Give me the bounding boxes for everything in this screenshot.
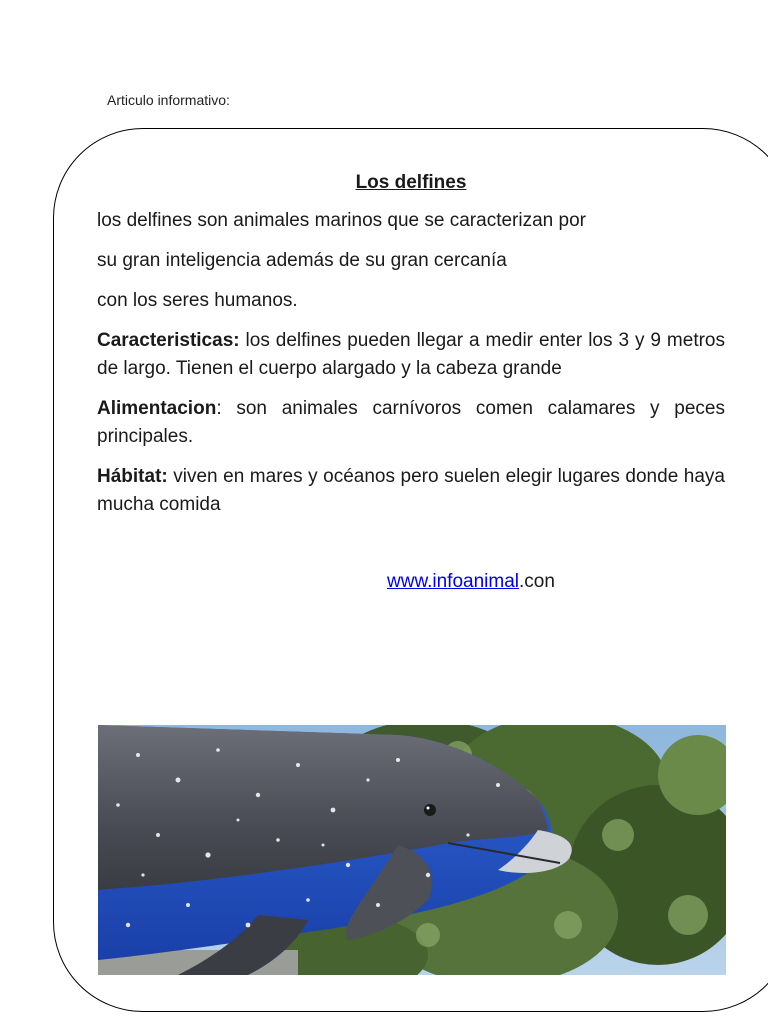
intro-line-3: con los seres humanos. bbox=[97, 290, 298, 311]
section-heading: Alimentacion bbox=[97, 398, 217, 419]
dolphin-photo bbox=[98, 725, 726, 975]
dolphin-photo-icon bbox=[98, 725, 726, 975]
section-alimentacion bbox=[97, 395, 725, 451]
article-title: Los delfines bbox=[355, 172, 467, 193]
document-label: Articulo informativo: bbox=[107, 92, 230, 108]
source-reference bbox=[387, 571, 555, 593]
section-text: los delfines pueden llegar a medir enter los 3 y 9 metros de largo. Tienen el cuerpo alargado y la cabeza grande bbox=[97, 330, 725, 379]
section-text: viven en mares y océanos pero suelen elegir lugares donde haya mucha comida bbox=[97, 466, 725, 515]
section-heading: Hábitat: bbox=[97, 466, 168, 487]
intro-line-2: su gran inteligencia además de su gran cercanía bbox=[97, 250, 507, 271]
section-heading: Caracteristicas: bbox=[97, 330, 240, 351]
source-link[interactable]: www.infoanimal bbox=[387, 571, 519, 592]
source-suffix: .con bbox=[519, 571, 555, 592]
rounded-frame bbox=[53, 128, 768, 1012]
section-text: : son animales carnívoros comen calamares y peces principales. bbox=[97, 398, 725, 447]
section-habitat bbox=[97, 463, 725, 519]
article-content bbox=[97, 169, 725, 531]
intro-line-1: los delfines son animales marinos que se caracterizan por bbox=[97, 210, 586, 231]
section-caracteristicas bbox=[97, 327, 725, 383]
